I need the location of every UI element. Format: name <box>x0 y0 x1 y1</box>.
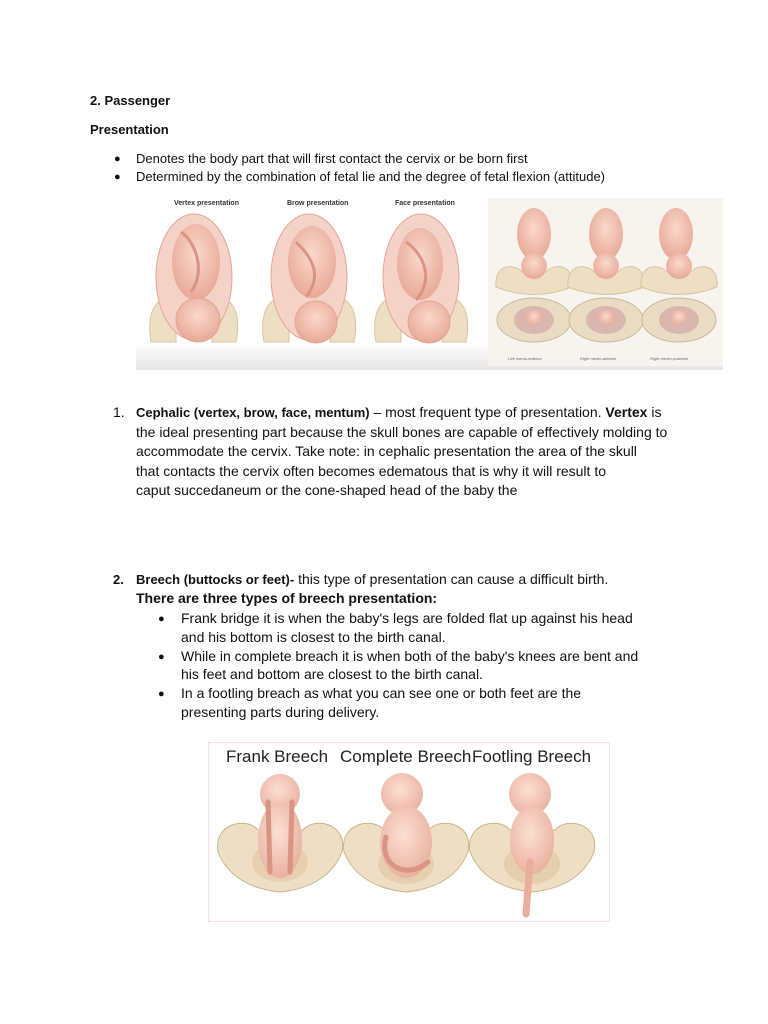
breech-bullet-line: and his bottom is closest to the birth canal. <box>181 629 446 645</box>
breech-subheading: There are three types of breech presentation: <box>136 590 438 606</box>
intro-bullet: Determined by the combination of fetal lie and the degree of fetal flexion (attitude) <box>136 169 606 184</box>
bullet-dot-icon: ● <box>158 651 165 663</box>
bullet-dot-icon: ● <box>114 153 121 165</box>
breech-bullet-line: In a footling breach as what you can see one or both feet are the <box>181 685 582 701</box>
position-caption: Left mento-anterior <box>508 356 542 361</box>
item-line: accommodate the cervix. Take note: in cephalic presentation the area of the skull <box>136 443 637 459</box>
section-title: 2. Passenger <box>90 93 171 108</box>
item-number: 1. <box>113 404 125 420</box>
breech-term: Breech (buttocks or feet)- <box>136 572 295 587</box>
intro-bullet: Denotes the body part that will first contact the cervix or be born first <box>136 151 528 166</box>
position-caption: Right mento-anterior <box>580 356 617 361</box>
vertex-term: Vertex <box>605 404 648 420</box>
pelvic-inlet-view <box>642 298 716 342</box>
item-line: caput succedaneum or the cone-shaped head of the baby the <box>136 482 518 498</box>
figure-label: Vertex presentation <box>174 200 239 207</box>
bullet-dot-icon: ● <box>114 171 121 183</box>
pelvic-inlet-view <box>497 298 571 342</box>
bullet-dot-icon: ● <box>158 688 165 700</box>
item-first-line <box>136 570 608 590</box>
cephalic-presentation-figure <box>136 192 723 370</box>
item-text: this type of presentation can cause a difficult birth. <box>294 571 609 587</box>
section-subtitle: Presentation <box>90 122 169 137</box>
item-line: the ideal presenting part because the skull bones are capable of effectively molding to <box>136 424 668 440</box>
position-caption: Right mento-posterior <box>650 356 689 361</box>
item-line: that contacts the cervix often becomes edematous that is why it will result to <box>136 463 606 479</box>
breech-bullet-line: his feet and bottom are closest to the birth canal. <box>181 666 483 682</box>
breech-bullet-line: Frank bridge it is when the baby's legs are folded flat up against his head <box>181 610 633 626</box>
item-number: 2. <box>113 572 124 587</box>
bullet-dot-icon: ● <box>158 613 165 625</box>
figure-label: Brow presentation <box>287 200 349 207</box>
cephalic-term: Cephalic (vertex, brow, face, mentum) <box>136 405 370 420</box>
pelvic-inlet-view <box>569 298 643 342</box>
item-first-line <box>136 403 661 423</box>
figure-label: Face presentation <box>395 200 455 207</box>
breech-label: Frank Breech <box>226 747 329 766</box>
breech-label: Footling Breech <box>472 747 592 766</box>
fetal-position-panel <box>488 198 723 366</box>
item-text: – most frequent type of presentation. <box>369 404 606 420</box>
breech-bullet-line: While in complete breach it is when both of the baby's knees are bent and <box>181 648 639 664</box>
breech-bullet-line: presenting parts during delivery. <box>181 704 380 720</box>
breech-label: Complete Breech <box>340 747 472 766</box>
breech-types-figure <box>208 742 610 922</box>
item-text: is <box>647 404 662 420</box>
